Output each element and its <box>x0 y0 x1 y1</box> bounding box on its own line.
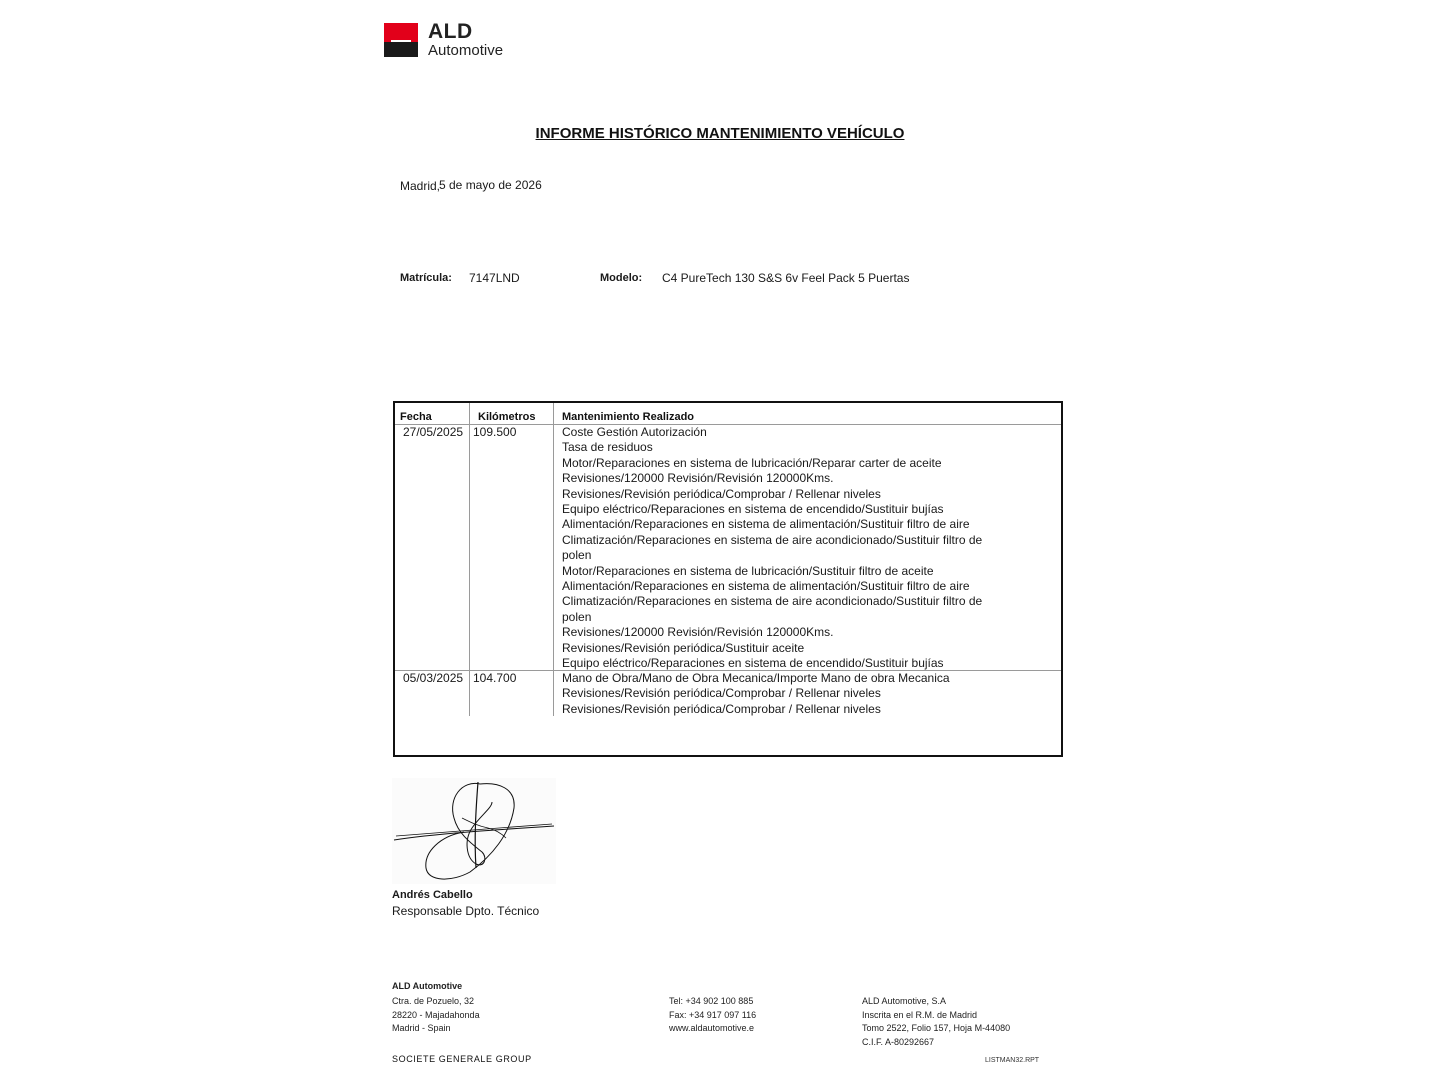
row2-date: 05/03/2025 <box>403 671 464 685</box>
footer-group-name: SOCIETE GENERALE GROUP <box>392 1054 532 1064</box>
footer-contact <box>669 995 756 1036</box>
maintenance-item: Revisiones/Revisión periódica/Comprobar / Rellenar niveles <box>562 701 881 716</box>
footer-legal-line: ALD Automotive, S.A <box>862 996 947 1006</box>
footer-phone: Tel: +34 902 100 885 <box>669 996 754 1006</box>
place-label: Madrid, <box>400 179 441 193</box>
maintenance-item: Equipo eléctrico/Reparaciones en sistema de encendido/Sustituir bujías <box>562 656 944 671</box>
maintenance-item: Alimentación/Reparaciones en sistema de alimentación/Sustituir filtro de aire <box>562 579 970 594</box>
maintenance-item: Coste Gestión Autorización <box>562 425 707 439</box>
maintenance-item: Equipo eléctrico/Reparaciones en sistema de encendido/Sustituir bujías <box>562 502 944 517</box>
footer-legal-line: Inscrita en el R.M. de Madrid <box>862 1009 978 1020</box>
footer-legal-line: Tomo 2522, Folio 157, Hoja M-44080 <box>862 1023 1011 1034</box>
footer-legal <box>862 995 1010 1049</box>
footer-website-link[interactable]: www.aldautomotive.e <box>669 1023 755 1034</box>
maintenance-item: Alimentación/Reparaciones en sistema de alimentación/Sustituir filtro de aire <box>562 517 970 532</box>
signatory-role: Responsable Dpto. Técnico <box>392 904 540 918</box>
row1-date: 27/05/2025 <box>403 425 464 439</box>
row1-items <box>562 425 982 672</box>
logo-dark-band <box>384 42 418 57</box>
model-label: Modelo: <box>600 272 643 284</box>
maintenance-item: polen <box>562 609 592 624</box>
row2-km: 104.700 <box>473 671 517 685</box>
maintenance-item: Tasa de residuos <box>562 440 653 455</box>
maintenance-item: Revisiones/Revisión periódica/Comprobar / Rellenar niveles <box>562 686 881 701</box>
column-divider-1 <box>469 403 470 716</box>
footer-report-code: LISTMAN32.RPT <box>985 1057 1040 1064</box>
footer-legal-line: C.I.F. A-80292667 <box>862 1036 935 1047</box>
signatory-name: Andrés Cabello <box>392 889 473 901</box>
logo-text-ald: ALD <box>428 20 473 43</box>
maintenance-item: Climatización/Reparaciones en sistema de aire acondicionado/Sustituir filtro de <box>562 594 983 609</box>
maintenance-item: Climatización/Reparaciones en sistema de aire acondicionado/Sustituir filtro de <box>562 532 983 547</box>
logo-text-automotive: Automotive <box>428 42 504 59</box>
plate-label: Matrícula: <box>400 272 452 284</box>
model-value: C4 PureTech 130 S&S 6v Feel Pack 5 Puertas <box>662 271 910 285</box>
row2-items <box>562 671 950 717</box>
plate-value: 7147LND <box>469 271 520 285</box>
header-date: Fecha <box>400 411 432 423</box>
footer-address <box>392 995 480 1036</box>
footer-address-line: Madrid - Spain <box>392 1023 451 1034</box>
maintenance-item: Revisiones/Revisión periódica/Comprobar / Rellenar niveles <box>562 486 881 501</box>
page-title: INFORME HISTÓRICO MANTENIMIENTO VEHÍCULO <box>535 125 905 142</box>
maintenance-item: Revisiones/Revisión periódica/Sustituir aceite <box>562 640 805 655</box>
column-divider-2 <box>553 403 554 716</box>
footer-address-line: Ctra. de Pozuelo, 32 <box>392 996 475 1006</box>
maintenance-item: Motor/Reparaciones en sistema de lubricación/Sustituir filtro de aceite <box>562 563 934 578</box>
maintenance-item: polen <box>562 548 592 563</box>
maintenance-item: Revisiones/120000 Revisión/Revisión 120000Kms. <box>562 625 834 640</box>
row1-km: 109.500 <box>473 425 517 439</box>
maintenance-item: Revisiones/120000 Revisión/Revisión 120000Kms. <box>562 471 834 486</box>
maintenance-table <box>393 401 1063 757</box>
footer-address-line: 28220 - Majadahonda <box>392 1009 480 1020</box>
maintenance-item: Mano de Obra/Mano de Obra Mecanica/Importe Mano de obra Mecanica <box>562 671 950 685</box>
footer-company: ALD Automotive <box>392 981 463 991</box>
header-km: Kilómetros <box>478 411 536 423</box>
company-logo-mark <box>384 23 418 57</box>
logo-white-bar <box>391 40 411 42</box>
signature-image <box>392 778 556 884</box>
report-date: 5 de mayo de 2026 <box>439 178 542 192</box>
maintenance-item: Motor/Reparaciones en sistema de lubricación/Reparar carter de aceite <box>562 455 942 470</box>
header-maintenance: Mantenimiento Realizado <box>562 411 695 423</box>
footer-fax: Fax: +34 917 097 116 <box>669 1009 757 1020</box>
